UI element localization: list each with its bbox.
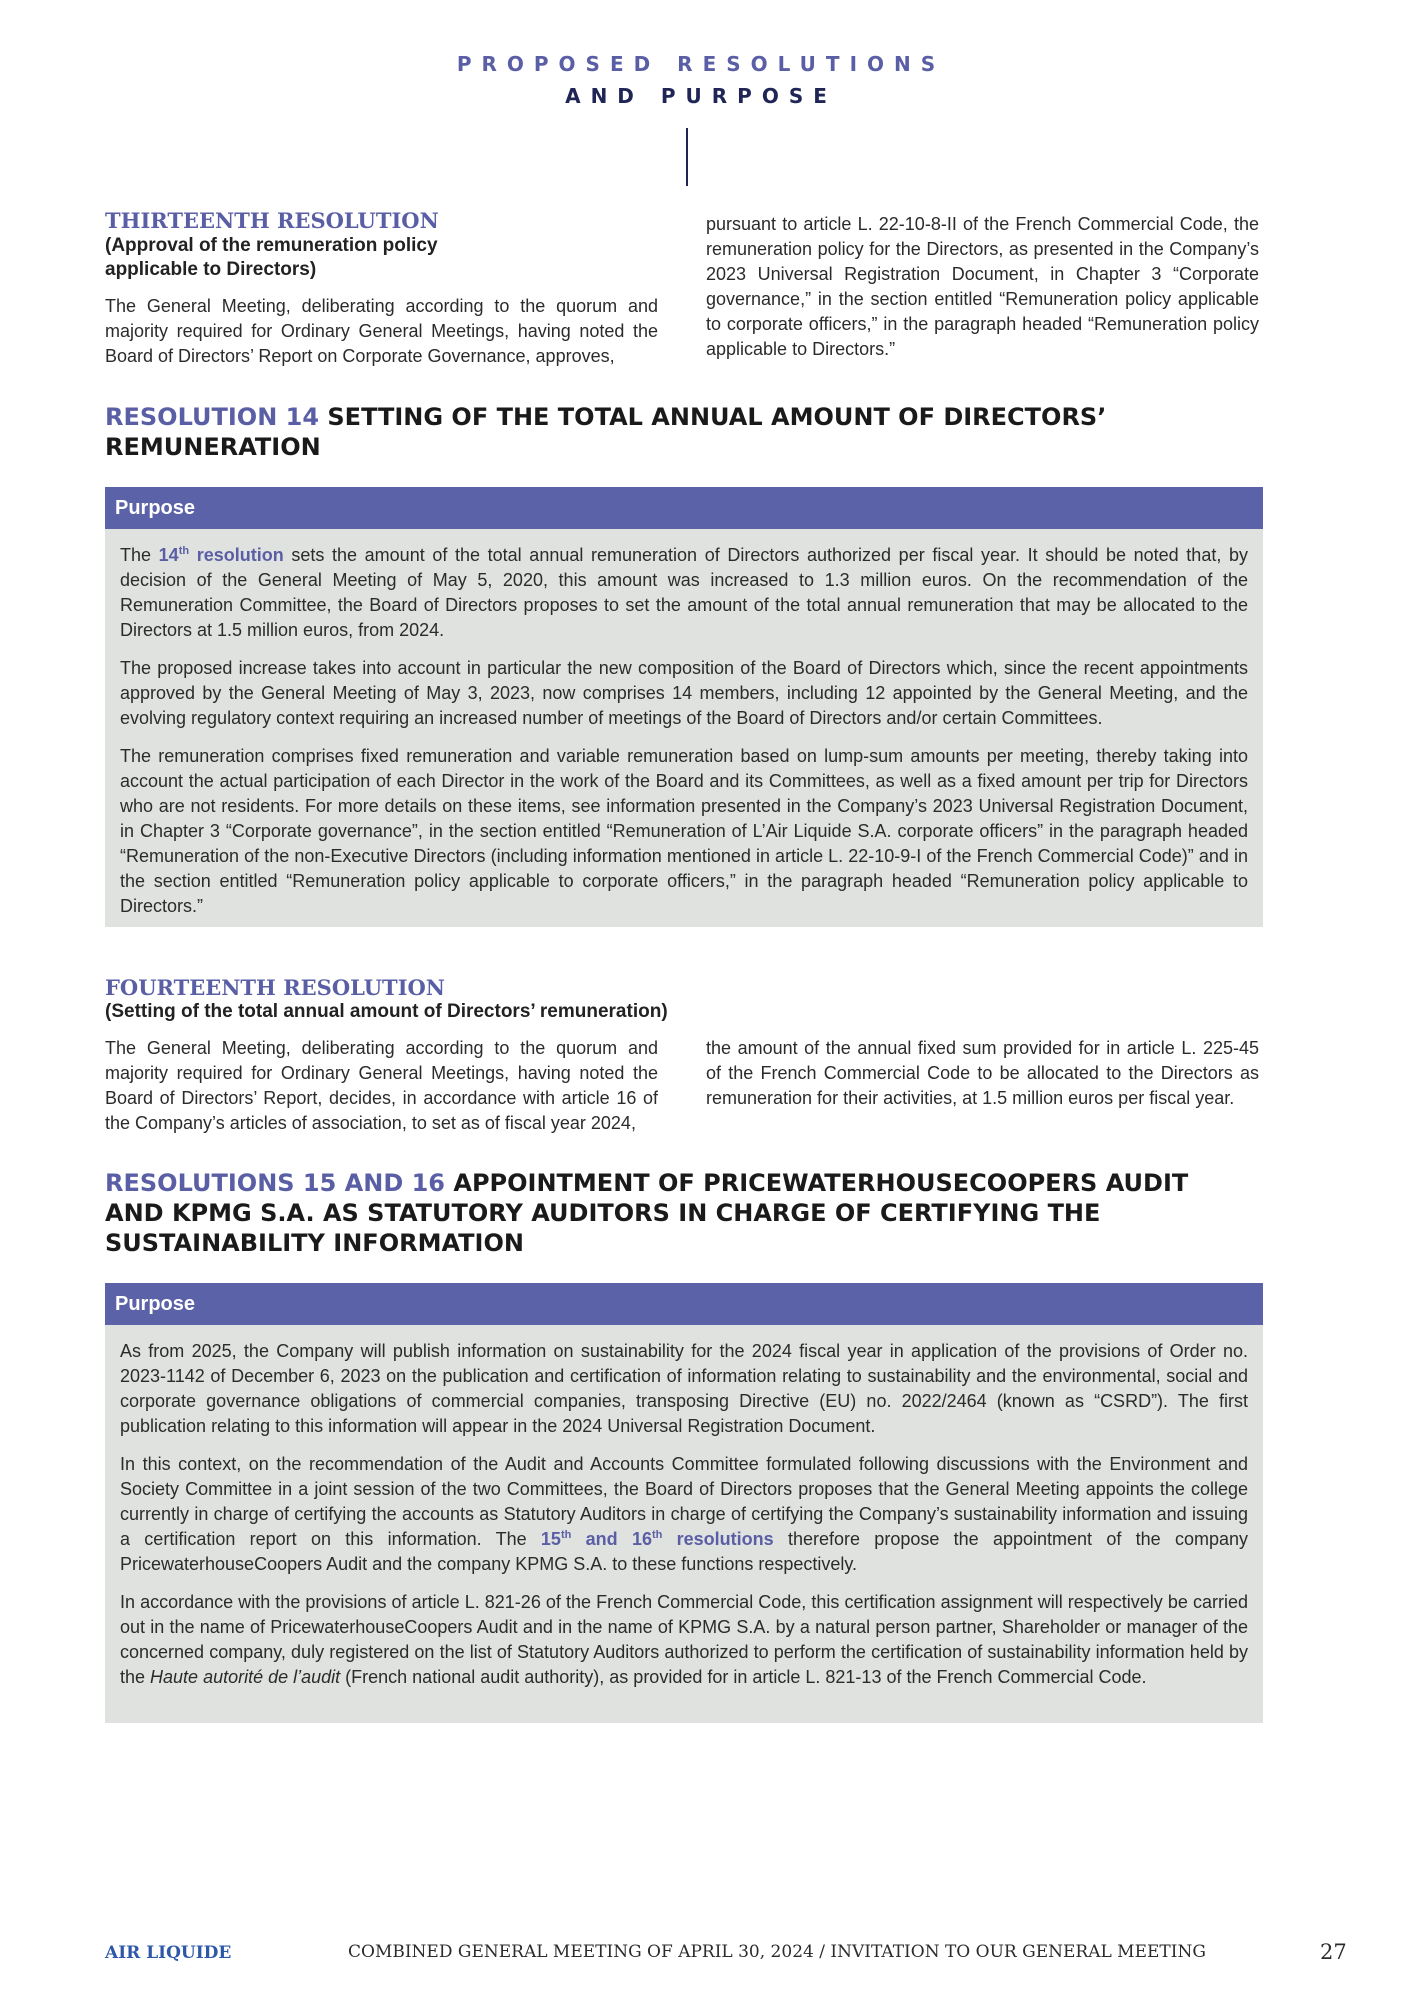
section-heading-resolution-14: [105, 402, 1265, 462]
purpose-15-16-paragraph-2: [120, 1452, 1248, 1577]
thirteenth-resolution-title: THIRTEENTH RESOLUTION: [105, 208, 439, 233]
text-span: therefore propose the appointment of the company PricewaterhouseCoopers Audit and the company KPMG S.A. to these functions respectively.: [120, 1529, 1249, 1574]
text-span: resolutions: [662, 1529, 774, 1549]
purpose-14-paragraph-3: The remuneration comprises fixed remuneration and variable remuneration based on lump-sum amounts per meeting, thereby taking into account the actual participation of each Director in the work of the Board and its Committees, as well as a fixed amount per trip for Directors who are not residents. For more details on these items, see information presented in the Company’s 2023 Universal Registration Document, in Chapter 3 “Corporate governance”, in the section entitled “Remuneration of L’Air Liquide S.A. corporate officers” in the paragraph headed “Remuneration of the non-Executive Directors (including information mentioned in article L. 22-10-9-I of the French Commercial Code)” and in the section entitled “Remuneration policy applicable to corporate officers,” in the paragraph headed “Remuneration policy applicable to Directors.”: [120, 746, 1248, 916]
thirteenth-left-text: The General Meeting, deliberating according to the quorum and majority required for Ordinary General Meetings, having noted the Board of Directors’ Report on Corporate Governance, approves,: [105, 296, 658, 366]
section-heading-text: APPOINTMENT OF PRICEWATERHOUSECOOPERS AUDIT AND KPMG S.A. AS STATUTORY AUDITORS IN CHARGE OF CERTIFYING THE SUSTAINABILITY INFORMATION: [105, 1169, 1189, 1257]
text-span: sets the amount of the total annual remuneration of Directors authorized per fiscal year. It should be noted that, by decision of the General Meeting of May 5, 2020, this amount was increased to 1.3 million euros. On the recommendation of the Remuneration Committee, the Board of Directors proposes to set the amount of the total annual remuneration that may be allocated to the Directors at 1.5 million euros, from 2024.: [120, 545, 1248, 640]
purpose-box-14: [105, 529, 1263, 927]
superscript: th: [651, 1529, 663, 1541]
section-label: RESOLUTION 14: [105, 403, 320, 431]
purpose-15-16-paragraph-1: As from 2025, the Company will publish information on sustainability for the 2024 fiscal year in application of the provisions of Order no. 2023-1142 of December 6, 2023 on the publication and certification of information relating to sustainability and the environmental, social and corporate governance obligations of commercial companies, transposing Directive (EU) no. 2022/2464 (known as “CSRD”). The first publication relating to this information will appear in the 2024 Universal Registration Document.: [120, 1341, 1248, 1436]
text-span: In accordance with the provisions of article L. 821-26 of the French Commercial Code, this certification assignment will respectively be carried out in the name of PricewaterhouseCoopers Audit and in the name of KPMG S.A. by a natural person partner, Shareholder or manager of the concerned company, duly registered on the list of Statutory Auditors authorized to perform the certification of sustainability information held by the: [120, 1592, 1248, 1687]
fourteenth-resolution-title: FOURTEENTH RESOLUTION: [105, 975, 445, 1000]
thirteenth-right-text: pursuant to article L. 22-10-8-II of the French Commercial Code, the remuneration policy for the Directors, as presented in the Company’s 2023 Universal Registration Document, in Chapter 3 “Corporate governance,” in the section entitled “Remuneration policy applicable to corporate officers,” in the paragraph headed “Remuneration policy applicable to Directors.”: [706, 214, 1259, 359]
purpose-box-15-16: [105, 1325, 1263, 1723]
header-line-1: PROPOSED RESOLUTIONS: [456, 52, 946, 76]
fourteenth-left-text: The General Meeting, deliberating according to the quorum and majority required for Ordinary General Meetings, having noted the Board of Directors’ Report, decides, in accordance with article 16 of the Company’s articles of association, to set as of fiscal year 2024,: [105, 1038, 658, 1133]
resolution-reference-link[interactable]: [159, 545, 284, 565]
text-span: In this context, on the recommendation of the Audit and Accounts Committee formulated following discussions with the Environment and Society Committee in a joint session of the two Committees, the Board of Directors proposes that the General Meeting appoints the college currently in charge of certifying the accounts as Statutory Auditors in charge of certifying the Company’s sustainability information and issuing a certification report on this information. The: [120, 1454, 1248, 1549]
header-line-2: AND PURPOSE: [565, 84, 837, 108]
purpose-14-paragraph-1: [120, 543, 1248, 643]
section-heading-text: SETTING OF THE TOTAL ANNUAL AMOUNT OF DIRECTORS’ REMUNERATION: [105, 403, 1107, 461]
purpose-14-paragraph-2: The proposed increase takes into account in particular the new composition of the Board of Directors which, since the recent appointments approved by the General Meeting of May 3, 2023, now comprises 14 members, including 12 appointed by the General Meeting, and the evolving regulatory context requiring an increased number of meetings of the Board of Directors and/or certain Committees.: [120, 658, 1248, 728]
text-span: The: [120, 545, 159, 565]
footer-text: COMBINED GENERAL MEETING OF APRIL 30, 2024 / INVITATION TO OUR GENERAL MEETING: [348, 1942, 1206, 1962]
thirteenth-resolution-subtitle: (Approval of the remuneration policy applicable to Directors): [105, 235, 438, 280]
superscript: th: [178, 545, 190, 557]
header-divider: [686, 128, 688, 186]
italic-text: Haute autorité de l’audit: [150, 1667, 341, 1687]
purpose-15-16-paragraph-3: [120, 1590, 1248, 1690]
section-label: RESOLUTIONS 15 AND 16: [105, 1169, 446, 1197]
purpose-bar-15-16: Purpose: [105, 1283, 1263, 1325]
text-span: 14: [158, 545, 179, 565]
text-span: resolution: [189, 545, 284, 565]
text-span: 15: [540, 1529, 561, 1549]
fourteenth-resolution-subtitle: (Setting of the total annual amount of Directors’ remuneration): [105, 1001, 668, 1022]
text-span: and 16: [571, 1529, 652, 1549]
purpose-bar-14: Purpose: [105, 487, 1263, 529]
resolution-reference-link[interactable]: [541, 1529, 774, 1549]
page-number: 27: [1320, 1940, 1347, 1964]
fourteenth-right-text: the amount of the annual fixed sum provided for in article L. 225-45 of the French Commercial Code to be allocated to the Directors as remuneration for their activities, at 1.5 million euros per fiscal year.: [706, 1038, 1259, 1108]
section-heading-resolutions-15-16: [105, 1168, 1225, 1258]
text-span: (French national audit authority), as provided for in article L. 821-13 of the French Commercial Code.: [340, 1667, 1147, 1687]
superscript: th: [560, 1529, 572, 1541]
footer-brand-logo: AIR LIQUIDE: [105, 1943, 232, 1963]
